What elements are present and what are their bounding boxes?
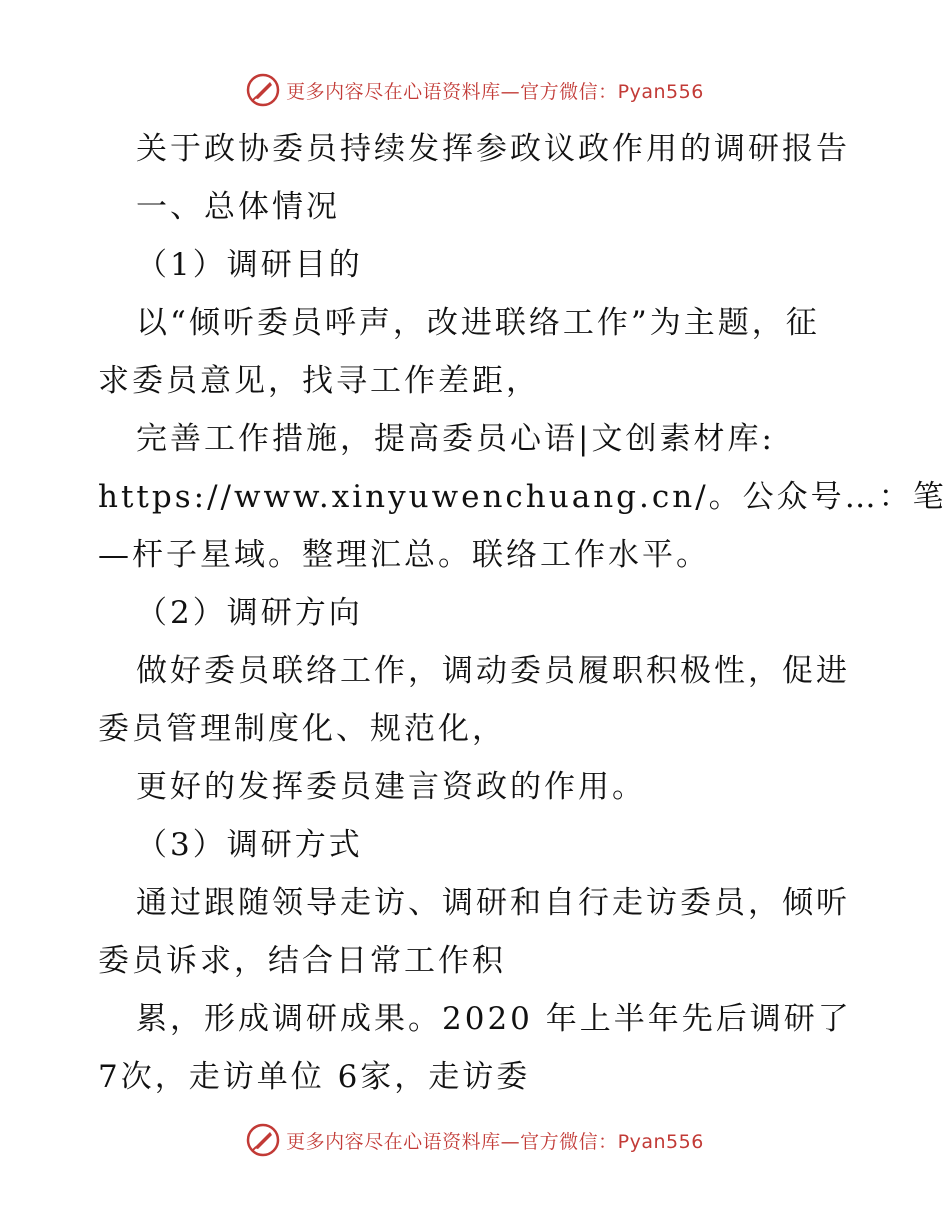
- watermark-text: 更多内容尽在心语资料库—官方微信：Pyan556: [286, 1130, 704, 1153]
- paragraph-line: 完善工作措施，提高委员心语|文创素材库:: [136, 421, 775, 457]
- subsection-heading: （2）调研方向: [136, 595, 363, 631]
- paragraph-line: —杆子星域。整理汇总。联络工作水平。: [98, 537, 710, 573]
- section-heading: 一、总体情况: [136, 189, 340, 225]
- footer-watermark: [0, 1120, 950, 1160]
- watermark-text: 更多内容尽在心语资料库—官方微信：Pyan556: [286, 80, 704, 103]
- document-body: [98, 120, 947, 1106]
- feather-pen-logo-icon: [246, 1123, 280, 1157]
- subsection-heading: （1）调研目的: [136, 247, 363, 283]
- paragraph-line: https://www.xinyuwenchuang.cn/。公众号…：笔: [98, 479, 947, 515]
- paragraph-line: 通过跟随领导走访、调研和自行走访委员，倾听: [136, 885, 850, 921]
- feather-pen-logo-icon: [246, 73, 280, 107]
- paragraph-line: 以“倾听委员呼声，改进联络工作”为主题，征: [136, 305, 820, 341]
- paragraph-line: 7次，走访单位 6家，走访委: [98, 1059, 531, 1095]
- paragraph-line: 委员诉求，结合日常工作积: [98, 943, 506, 979]
- paragraph-line: 委员管理制度化、规范化，: [98, 711, 506, 747]
- document-title: 关于政协委员持续发挥参政议政作用的调研报告: [136, 131, 850, 167]
- header-watermark: [0, 70, 950, 110]
- paragraph-line: 做好委员联络工作，调动委员履职积极性，促进: [136, 653, 850, 689]
- paragraph-line: 更好的发挥委员建言资政的作用。: [136, 769, 646, 805]
- paragraph-line: 累，形成调研成果。2020 年上半年先后调研了: [136, 1001, 852, 1037]
- subsection-heading: （3）调研方式: [136, 827, 363, 863]
- paragraph-line: 求委员意见，找寻工作差距，: [98, 363, 540, 399]
